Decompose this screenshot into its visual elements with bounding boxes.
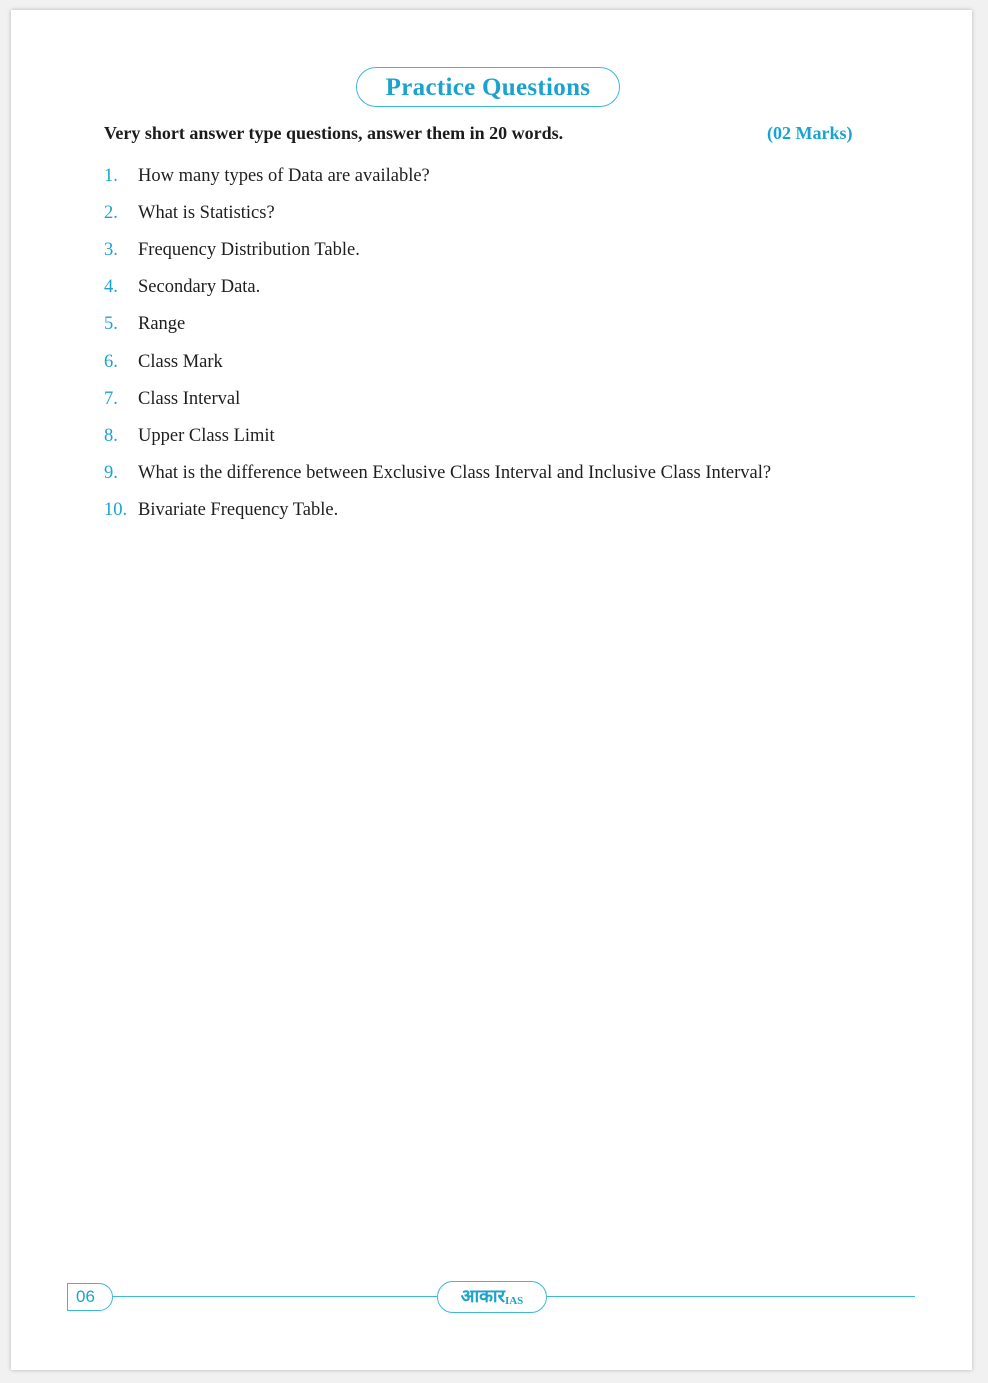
question-number: 6. xyxy=(104,351,118,372)
question-text: Range xyxy=(138,314,186,335)
question-number: 3. xyxy=(104,240,118,261)
question-text: What is the difference between Exclusive Class Interval and Inclusive Class Interval? xyxy=(138,462,772,483)
logo-suffix: IAS xyxy=(504,1295,524,1307)
footer-rule-right xyxy=(546,1296,915,1297)
page-number: 06 xyxy=(67,1283,113,1311)
question-item-8 xyxy=(104,418,771,455)
question-number: 9. xyxy=(104,462,118,483)
question-text: Secondary Data. xyxy=(138,277,261,298)
question-number: 10. xyxy=(104,499,128,520)
question-item-5 xyxy=(104,306,771,343)
question-item-7 xyxy=(104,381,771,418)
question-item-10 xyxy=(104,492,771,529)
question-text: How many types of Data are available? xyxy=(138,166,430,187)
question-text: Upper Class Limit xyxy=(138,425,275,446)
question-item-3 xyxy=(104,232,771,269)
question-text: Bivariate Frequency Table. xyxy=(138,499,339,520)
question-item-9 xyxy=(104,455,771,492)
question-number: 5. xyxy=(104,314,118,335)
question-item-4 xyxy=(104,269,771,306)
brand-logo xyxy=(437,1281,547,1313)
question-number: 4. xyxy=(104,277,118,298)
question-text: Class Mark xyxy=(138,351,223,372)
section-instruction: Very short answer type questions, answer them in 20 words. xyxy=(104,123,564,143)
question-item-6 xyxy=(104,343,771,380)
marks-label: (02 Marks) xyxy=(767,123,853,143)
question-text: What is Statistics? xyxy=(138,203,275,224)
footer-rule-left xyxy=(103,1296,439,1297)
question-number: 2. xyxy=(104,203,118,224)
document-page xyxy=(11,10,972,1370)
question-text: Class Interval xyxy=(138,388,241,409)
question-number: 8. xyxy=(104,425,118,446)
page-title: Practice Questions xyxy=(356,67,620,107)
question-text: Frequency Distribution Table. xyxy=(138,240,360,261)
logo-text: आकार xyxy=(460,1286,505,1307)
question-number: 1. xyxy=(104,166,118,187)
question-number: 7. xyxy=(104,388,118,409)
question-list xyxy=(104,158,771,529)
question-item-1 xyxy=(104,158,771,195)
question-item-2 xyxy=(104,195,771,232)
